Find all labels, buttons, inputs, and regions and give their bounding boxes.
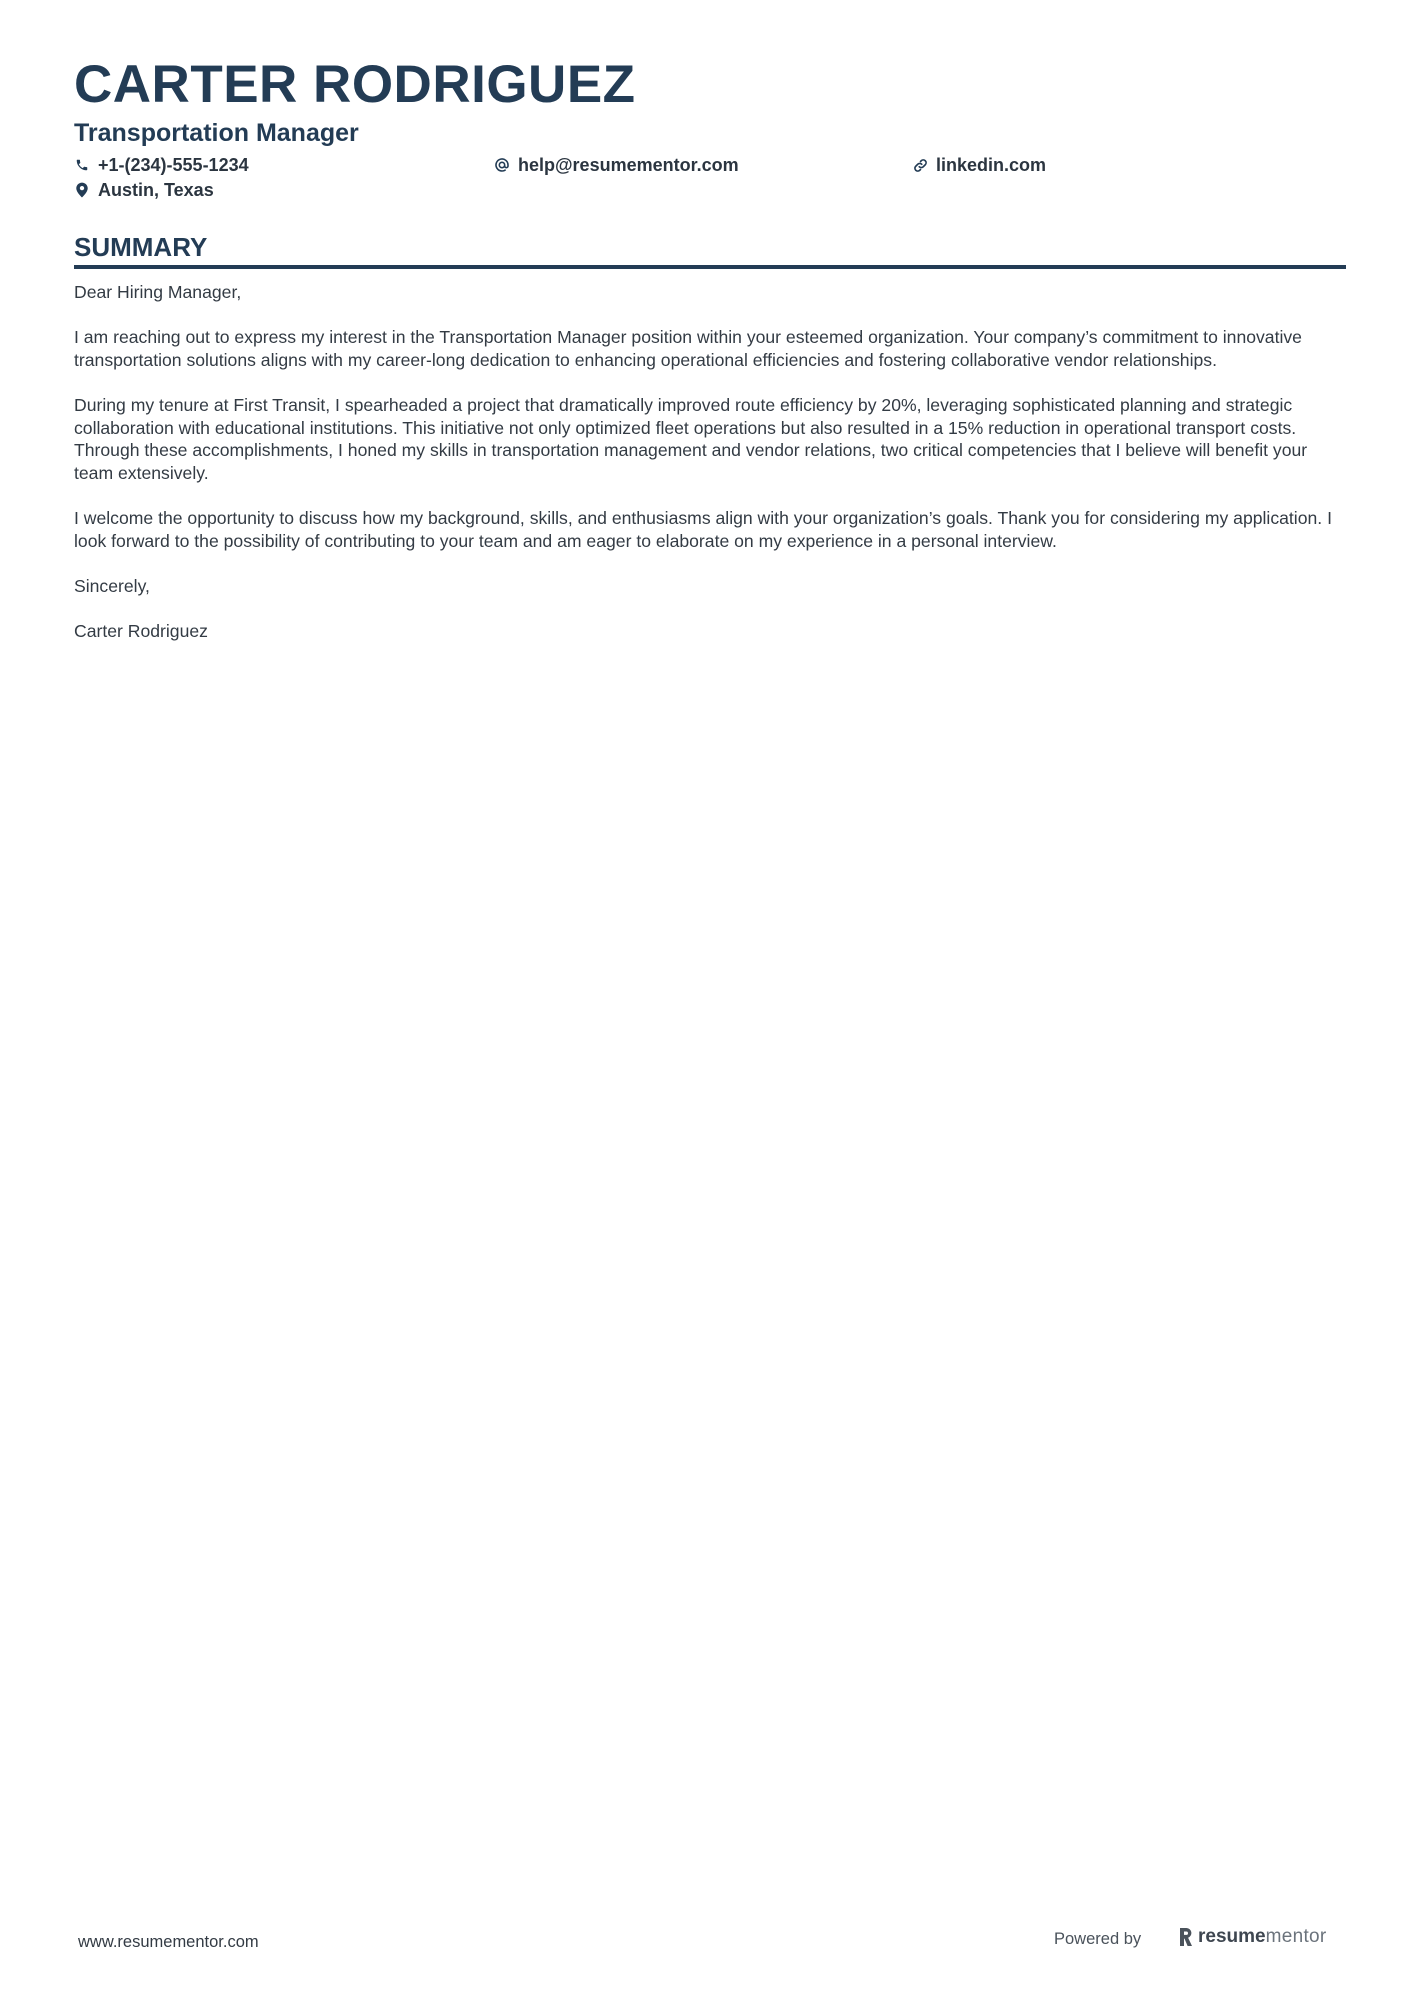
at-icon <box>494 157 510 173</box>
job-title: Transportation Manager <box>74 119 359 147</box>
contact-location <box>74 181 214 199</box>
section-title-summary: SUMMARY <box>74 232 208 262</box>
contact-email <box>494 156 739 174</box>
salutation: Dear Hiring Manager, <box>74 282 242 302</box>
location-text: Austin, Texas <box>98 180 214 200</box>
phone-text: +1-(234)-555-1234 <box>98 155 249 175</box>
map-pin-icon <box>74 182 90 198</box>
phone-icon <box>74 157 90 173</box>
cover-letter-body <box>74 281 1346 665</box>
contact-link <box>912 156 1046 174</box>
brand-logo[interactable] <box>1178 1926 1327 1948</box>
brand-name-bold: resume <box>1198 1926 1266 1947</box>
brand-name-light: mentor <box>1265 1926 1327 1947</box>
link-icon <box>912 157 928 173</box>
resumementor-logo-icon <box>1178 1926 1194 1948</box>
closing: Sincerely, <box>74 575 150 596</box>
email-text[interactable]: help@resumementor.com <box>518 155 739 175</box>
letter-paragraph: I welcome the opportunity to discuss how my background, skills, and enthusiasms align with your organization’s goals. Thank you for considering my application. I look forward to the possibility of contributing to your team and am eager to elaborate on my experience in a personal interview. <box>74 507 1332 551</box>
signature: Carter Rodriguez <box>74 620 208 641</box>
powered-by-label: Powered by <box>1054 1930 1142 1948</box>
letter-paragraph: I am reaching out to express my interest in the Transportation Manager position within your esteemed organization. Your company’s commitment to innovative transportation solutions aligns with my career-long dedication to enhancing operational efficiencies and fostering collaborative vendor relationships. <box>74 327 1302 370</box>
contact-phone <box>74 156 249 174</box>
candidate-name: CARTER RODRIGUEZ <box>74 55 636 114</box>
footer-website[interactable]: www.resumementor.com <box>78 1933 259 1951</box>
section-divider <box>74 265 1346 269</box>
link-text[interactable]: linkedin.com <box>936 155 1047 175</box>
resume-page <box>74 0 1346 1995</box>
letter-paragraph: During my tenure at First Transit, I spearheaded a project that dramatically improved route efficiency by 20%, leveraging sophisticated planning and strategic collaboration with educational institutions. This initiative not only optimized fleet operations but also resulted in a 15% reduction in operational transport costs. Through these accomplishments, I honed my skills in transportation management and vendor relations, two critical competencies that I believe will benefit your team extensively. <box>74 394 1308 483</box>
